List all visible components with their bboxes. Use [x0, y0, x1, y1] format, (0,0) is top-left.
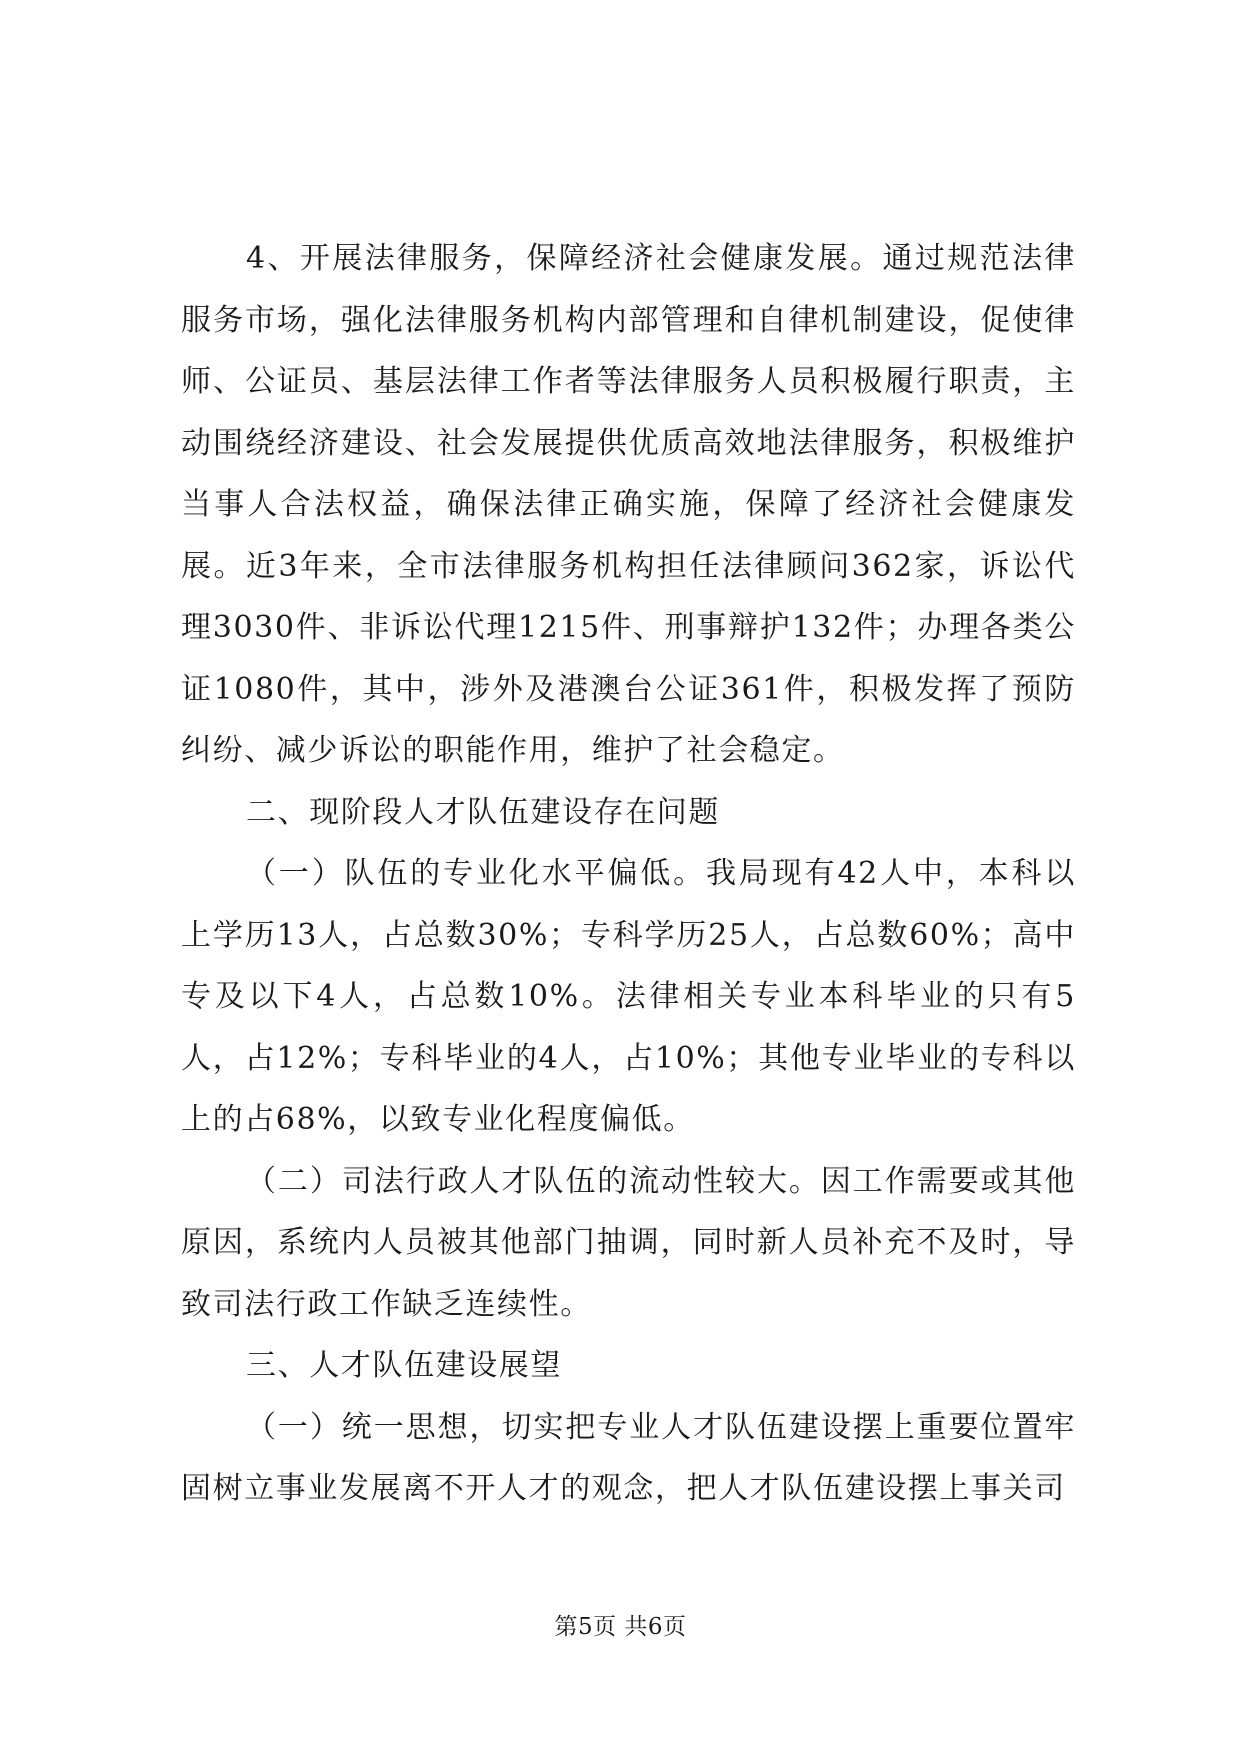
paragraph-professionalization: （一）队伍的专业化水平偏低。我局现有42人中，本科以上学历13人，占总数30%；专科学历25人，占总数60%；高中专及以下4人，占总数10%。法律相关专业本科毕业的只有5人，占12%；专科毕业的4人，占10%；其他专业毕业的专科以上的占68%，以致专业化程度偏低。	[181, 856, 1076, 1137]
section-heading-outlook: 三、人才队伍建设展望	[246, 1348, 562, 1383]
page-number-footer: 第5页 共6页	[554, 1614, 687, 1640]
paragraph-legal-services: 4、开展法律服务，保障经济社会健康发展。通过规范法律服务市场，强化法律服务机构内部管理和自律机制建设，促使律师、公证员、基层法律工作者等法律服务人员积极履行职责，主动围绕经济建设、社会发展提供优质高效地法律服务，积极维护当事人合法权益，确保法律正确实施，保障了经济社会健康发展。近3年来，全市法律服务机构担任法律顾问362家，诉讼代理3030件、非诉讼代理1215件、刑事辩护132件；办理各类公证1080件，其中，涉外及港澳台公证361件，积极发挥了预防纠纷、减少诉讼的职能作用，维护了社会稳定。	[181, 241, 1076, 768]
paragraph-mobility: （二）司法行政人才队伍的流动性较大。因工作需要或其他原因，系统内人员被其他部门抽调，同时新人员补充不及时，导致司法行政工作缺乏连续性。	[181, 1163, 1076, 1322]
document-body	[181, 228, 1076, 1520]
paragraph-unify-thinking: （一）统一思想，切实把专业人才队伍建设摆上重要位置牢固树立事业发展离不开人才的观念，把人才队伍建设摆上事关司	[181, 1409, 1076, 1506]
section-heading-problems: 二、现阶段人才队伍建设存在问题	[246, 794, 720, 830]
